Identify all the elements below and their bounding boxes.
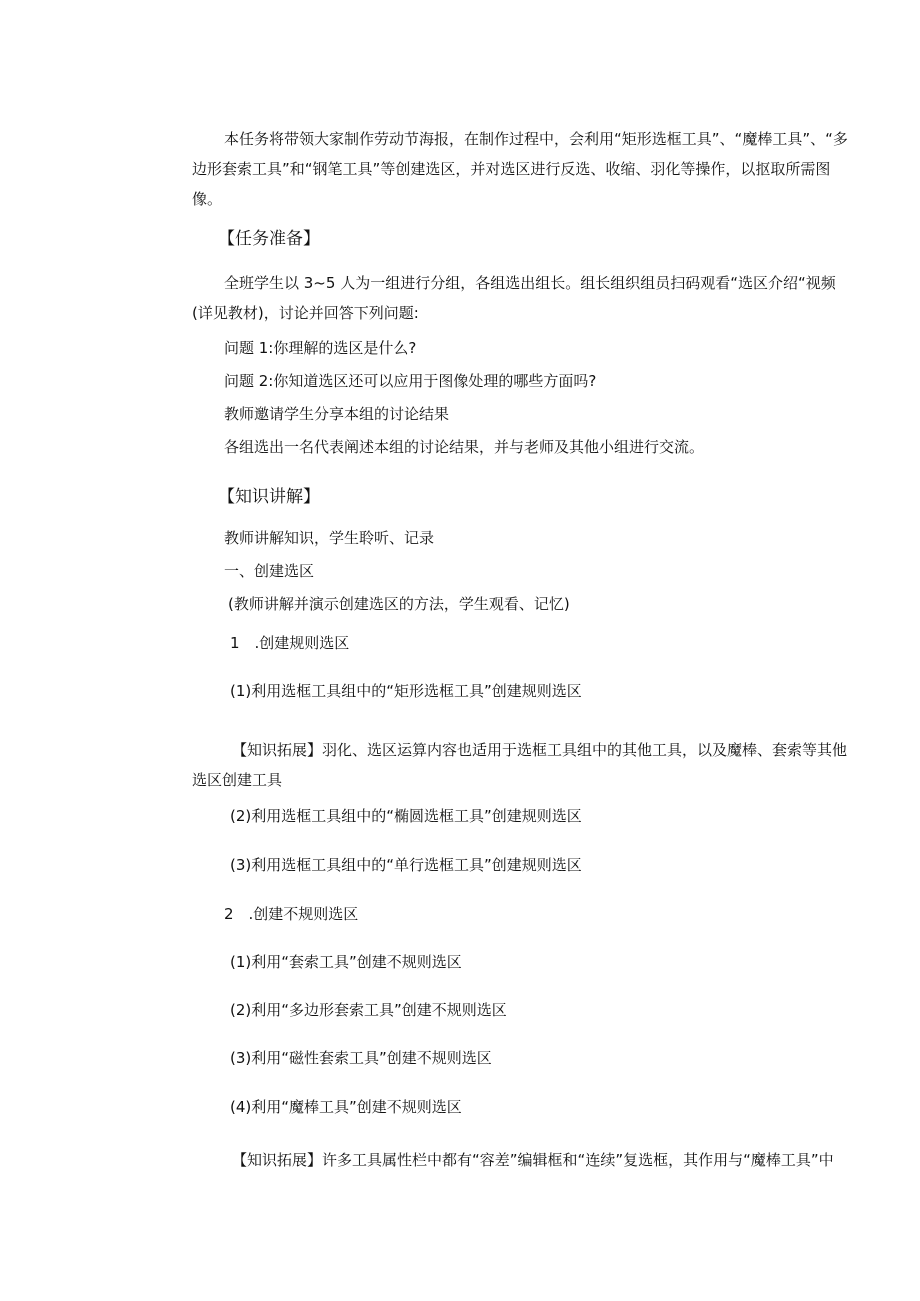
item-2-3: (3)利用“磁性套索工具”创建不规则选区 [230,1049,492,1067]
task-prep-heading: 【任务准备】 [218,229,320,249]
share-instruction: 教师邀请学生分享本组的讨论结果 [224,405,450,423]
prep-paragraph: 全班学生以 3~5 人为一组进行分组，各组选出组长。组长组织组员扫码观看“选区介绍“视频(详见教材)，讨论并回答下列问题: [192,274,836,322]
question-1: 问题 1:你理解的选区是什么? [224,339,417,357]
item-1-1: (1)利用选框工具组中的“矩形选框工具”创建规则选区 [230,682,582,700]
question-2: 问题 2:你知道选区还可以应用于图像处理的哪些方面吗? [224,372,597,390]
demo-note: (教师讲解并演示创建选区的方法，学生观看、记忆) [228,595,570,613]
section-1-title: 一、创建选区 [224,562,315,580]
knowledge-intro: 教师讲解知识，学生聆听、记录 [224,529,435,547]
intro-paragraph: 本任务将带领大家制作劳动节海报，在制作过程中，会利用“矩形选框工具”、“魔棒工具”、“多边形套索工具”和“钢笔工具”等创建选区，并对选区进行反选、收缩、羽化等操作，以抠取所需图像。 [192,130,848,208]
subsection-2-title: 2 .创建不规则选区 [224,905,359,923]
item-2-1: (1)利用“套索工具”创建不规则选区 [230,953,462,971]
knowledge-extension-2: 【知识拓展】许多工具属性栏中都有“容差”编辑框和“连续”复选框，其作用与“魔棒工具”中 [232,1151,834,1169]
knowledge-extension-1: 【知识拓展】羽化、选区运算内容也适用于选框工具组中的其他工具，以及魔棒、套索等其他选区创建工具 [192,741,848,789]
exchange-instruction: 各组选出一名代表阐述本组的讨论结果，并与老师及其他小组进行交流。 [224,438,705,456]
subsection-1-title: 1 .创建规则选区 [230,634,350,652]
item-1-2: (2)利用选框工具组中的“椭圆选框工具”创建规则选区 [230,807,582,825]
item-1-3: (3)利用选框工具组中的“单行选框工具”创建规则选区 [230,856,582,874]
knowledge-heading: 【知识讲解】 [218,487,320,507]
item-2-4: (4)利用“魔棒工具”创建不规则选区 [230,1098,462,1116]
item-2-2: (2)利用“多边形套索工具”创建不规则选区 [230,1001,507,1019]
